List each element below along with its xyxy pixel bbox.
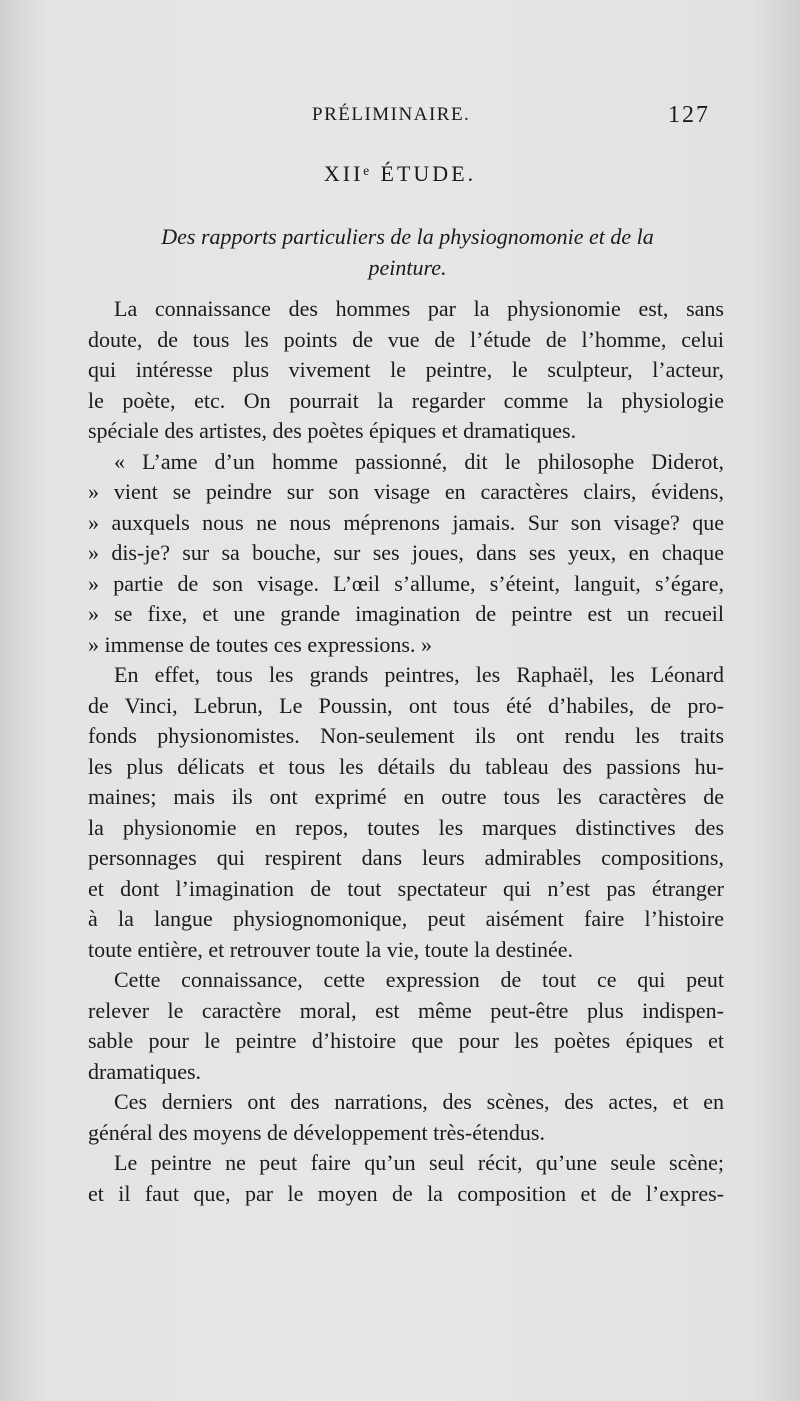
text-line: à la langue physiognomonique, peut aisément faire l’histoire (88, 906, 724, 931)
text-line: Le peintre ne peut faire qu’un seul récit, qu’une seule scène; (114, 1150, 724, 1175)
subtitle (90, 221, 725, 283)
text-line: toute entière, et retrouver toute la vie, toute la destinée. (88, 936, 574, 962)
text-line: » dis-je? sur sa bouche, sur ses joues, dans ses yeux, en chaque (88, 540, 724, 565)
text-line: la physionomie en repos, toutes les marques distinctives des (88, 814, 724, 840)
text-line: les plus délicats et tous les détails du tableau des passions hu- (88, 753, 724, 779)
text-line: général des moyens de développement très-étendus. (88, 1119, 545, 1145)
text-line: La connaissance des hommes par la physionomie est, sans (114, 296, 724, 321)
text-line: doute, de tous les points de vue de l’étude de l’homme, celui (88, 326, 724, 352)
text-line: et il faut que, par le moyen de la composition et de l’expres- (88, 1180, 724, 1206)
text-line: qui intéresse plus vivement le peintre, le sculpteur, l’acteur, (88, 357, 724, 382)
text-line: le poète, etc. On pourrait la regarder comme la physiologie (88, 387, 724, 413)
text-line: et dont l’imagination de tout spectateur qui n’est pas étranger (88, 875, 724, 901)
text-line: » auxquels nous ne nous méprenons jamais. Sur son visage? que (88, 509, 724, 535)
text-line: relever le caractère moral, est même peut-être plus indispen- (88, 997, 724, 1023)
study-title: XIIᵉ ÉTUDE. (323, 161, 477, 186)
text-line: dramatiques. (88, 1058, 202, 1084)
text-line: de Vinci, Lebrun, Le Poussin, ont tous été d’habiles, de pro- (88, 692, 724, 718)
running-title: PRÉLIMINAIRE. (312, 104, 471, 125)
text-line: » partie de son visage. L’œil s’allume, s’éteint, languit, s’égare, (88, 570, 724, 596)
text-line: En effet, tous les grands peintres, les Raphaël, les Léonard (114, 662, 724, 687)
text-line: » se fixe, et une grande imagination de peintre est un recueil (88, 601, 724, 626)
text-line: sable pour le peintre d’histoire que pour les poètes épiques et (88, 1028, 724, 1053)
running-head (0, 104, 800, 134)
text-line: » vient se peindre sur son visage en caractères clairs, évidens, (88, 479, 724, 504)
text-line: « L’ame d’un homme passionné, dit le philosophe Diderot, (114, 448, 724, 474)
text-line: Cette connaissance, cette expression de tout ce qui peut (114, 967, 724, 992)
text-line: personnages qui respirent dans leurs admirables compositions, (88, 845, 724, 870)
subtitle-line: peinture. (368, 255, 447, 280)
text-line: Ces derniers ont des narrations, des scènes, des actes, et en (114, 1089, 724, 1114)
subtitle-line: Des rapports particuliers de la physiognomonie et de la (161, 224, 654, 249)
text-line: maines; mais ils ont exprimé en outre tous les caractères de (88, 784, 724, 809)
text-line: » immense de toutes ces expressions. » (88, 631, 432, 657)
text-line: spéciale des artistes, des poètes épiques et dramatiques. (88, 418, 577, 443)
text-line: fonds physionomistes. Non-seulement ils ont rendu les traits (88, 723, 724, 748)
page-number: 127 (668, 102, 710, 128)
body-text (88, 294, 724, 1209)
